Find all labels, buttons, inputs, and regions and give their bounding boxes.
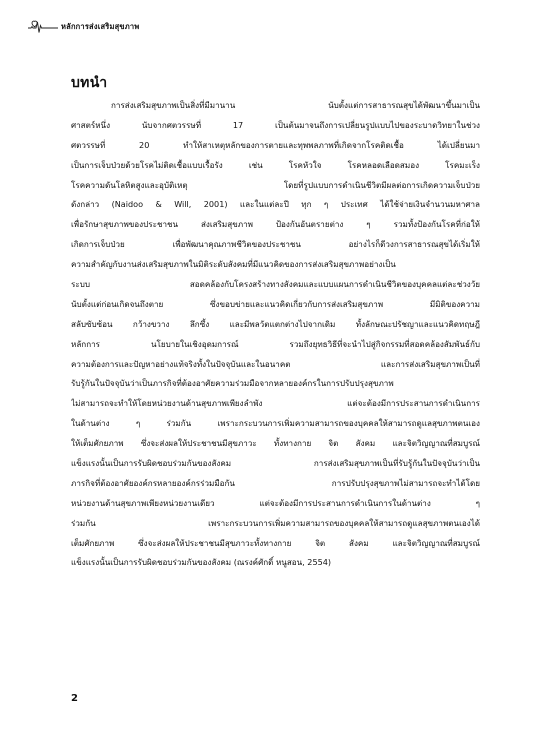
paragraph-line: เกิดการเจ็บป่วย เพื่อพัฒนาคุณภาพชีวิตของประชาชน อย่างไรก็ดีวงการสาธารณสุขได้เริ่มให้ [71,239,480,250]
section-title: บทนำ [71,75,108,91]
paragraph-line: เพื่อรักษาสุขภาพของประชาชน ส่งเสริมสุขภาพ ป้องกันอันตรายต่าง ๆ รวมทั้งป้องกันโรคที่ก่อให้ [71,219,480,230]
paragraph-line: ภารกิจที่ต้องอาศัยองค์กรหลายองค์กรร่วมมือกัน การปรับปรุงสุขภาพไม่สามารถจะทำได้โดย [71,477,480,488]
running-header [28,20,139,34]
paragraph-line: ระบบ สอดคล้องกับโครงสร้างทางสังคมและแบบแผนการดำเนินชีวิตของบุคคลแต่ละช่วงวัย [71,279,480,290]
paragraph-line: การส่งเสริมสุขภาพเป็นสิ่งที่มีมานาน นับตั้งแต่การสาธารณสุขได้พัฒนาขึ้นมาเป็น [111,100,480,110]
paragraph-line: ให้เต็มศักยภาพ ซึ่งจะส่งผลให้ประชาชนมีสุขภาวะ ทั้งทางกาย จิต สังคม และจิตวิญญาณที่สมบูรณ์ [71,438,480,449]
paragraph-line: เต็มศักยภาพ ซึ่งจะส่งผลให้ประชาชนมีสุขภาวะทั้งทางกาย จิต สังคม และจิตวิญญาณที่สมบูรณ์ [71,537,480,548]
paragraph-line: ศาสตร์หนึ่ง นับจากศตวรรษที่ 17 เป็นต้นมาจนถึงการเปลี่ยนรูปแบบไปของระบาดวิทยาในช่วง [71,119,480,130]
paragraph-line: โรคความดันโลหิตสูงและอุบัติเหตุ โดยที่รูปแบบการดำเนินชีวิตมีผลต่อการเกิดความเจ็บป่วย [71,179,480,190]
paragraph-line: นับตั้งแต่ก่อนเกิดจนถึงตาย ซึ่งขอบข่ายและแนวคิดเกี่ยวกับการส่งเสริมสุขภาพ มีมิติของความ [71,298,480,309]
paragraph-line: ร่วมกัน เพราะกระบวนการเพิ่มความสามารถของบุคคลให้สามารถดูแลสุขภาพตนเองได้ [71,517,480,528]
paragraph-line: เป็นการเจ็บป่วยด้วยโรคไม่ติดเชื้อแบบเรื้อรัง เช่น โรคหัวใจ โรคหลอดเลือดสมอง โรคมะเร็ง [71,159,480,170]
paragraph-line: แข็งแรงนั้นเป็นการรับผิดชอบร่วมกันของสังคม การส่งเสริมสุขภาพเป็นที่รับรู้กันในปัจจุบันว่าเป็น [71,458,480,469]
paragraph-line: ในด้านต่าง ๆ ร่วมกัน เพราะกระบวนการเพิ่มความสามารถของบุคคลให้สามารถดูแลสุขภาพตนเอง [71,418,480,429]
paragraph-line: หน่วยงานด้านสุขภาพเพียงหน่วยงานเดียว แต่จะต้องมีการประสานการดำเนินการในด้านต่าง ๆ [71,497,480,508]
paragraph-line: ความสำคัญกับงานส่งเสริมสุขภาพในมิติระดับสังคมที่มีแนวคิดของการส่งเสริมสุขภาพอย่างเป็น [71,259,396,270]
paragraph-line: รับรู้กันในปัจจุบันว่าเป็นภารกิจที่ต้องอาศัยความร่วมมือจากหลายองค์กรในการปรับปรุงสุขภาพ [71,378,394,389]
paragraph-line: ศตวรรษที่ 20 ทำให้สาเหตุหลักของการตายและทุพพลภาพที่เกิดจากโรคติดเชื้อ ได้เปลี่ยนมา [71,139,480,150]
paragraph-line: หลักการ นโยบายในเชิงอุดมการณ์ รวมถึงยุทธวิธีที่จะนำไปสู่กิจกรรมที่สอดคล้องสัมพันธ์กับ [71,338,480,349]
paragraph-line: ไม่สามารถจะทำให้โดยหน่วยงานด้านสุขภาพเพียงลำพัง แต่จะต้องมีการประสานการดำเนินการ [71,398,480,409]
paragraph-line: สลับซับซ้อน กว้างขวาง ลึกซึ้ง และมีพลวัตแตกต่างไปจากเดิม ทั้งลักษณะปรัชญาและแนวคิดทฤษฎี [71,318,480,329]
paragraph-line: ความต้องการและปัญหาอย่างแท้จริงทั้งในปัจจุบันและในอนาคต และการส่งเสริมสุขภาพเป็นที่ [71,358,480,369]
page-number: 2 [71,693,78,704]
heart-pulse-icon [28,20,58,34]
header-title: หลักการส่งเสริมสุขภาพ [61,22,140,31]
paragraph-line: ดังกล่าว (Naidoo & Will, 2001) และในแต่ละปี ทุก ๆ ประเทศ ได้ใช้จ่ายเงินจำนวนมหาศาล [71,199,480,210]
body-paragraph [71,96,480,573]
paragraph-line: แข็งแรงนั้นเป็นการรับผิดชอบร่วมกันของสังคม (ณรงค์ศักดิ์ หนูสอน, 2554) [71,557,332,568]
